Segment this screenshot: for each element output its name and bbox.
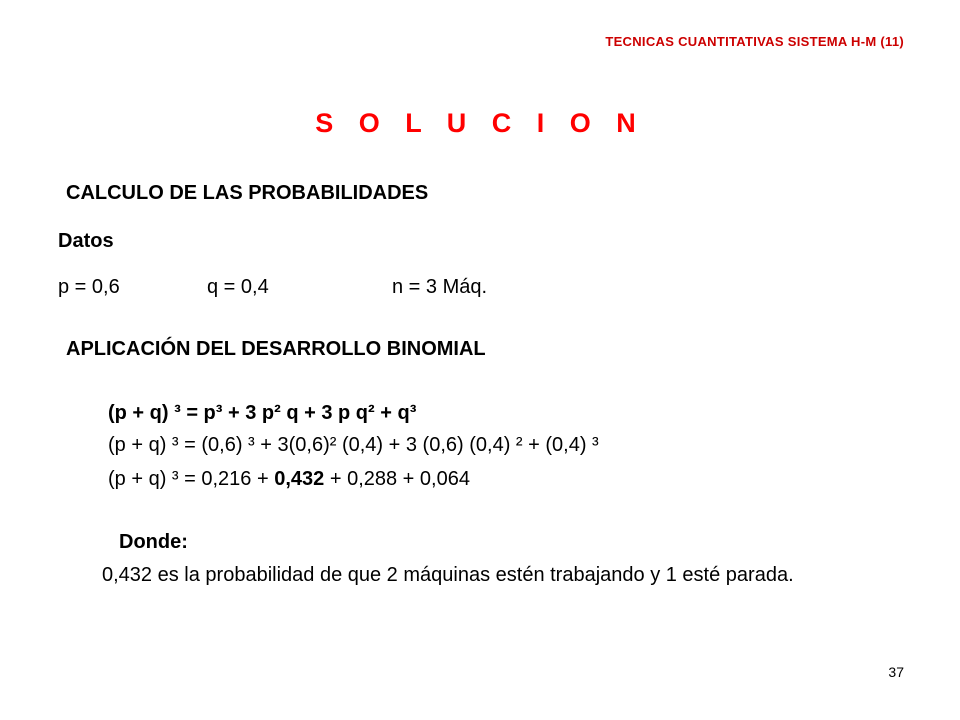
- equation-result: [108, 468, 470, 491]
- donde-label: Donde:: [119, 531, 188, 553]
- datos-q: q = 0,4: [207, 276, 269, 298]
- conclusion-description: es la probabilidad de que 2 máquinas estén trabajando y 1 esté parada.: [152, 564, 794, 586]
- conclusion-value: 0,432: [102, 564, 153, 586]
- equation-substituted: (p + q) ³ = (0,6) ³ + 3(0,6)² (0,4) + 3 (0,6) (0,4) ² + (0,4) ³: [108, 434, 599, 456]
- conclusion-text: [102, 564, 902, 586]
- datos-p: p = 0,6: [58, 276, 120, 298]
- datos-n: n = 3 Máq.: [392, 276, 488, 298]
- section-heading-probabilities: CALCULO DE LAS PROBABILIDADES: [66, 182, 429, 204]
- page-number: 37: [888, 664, 904, 680]
- equation-result-highlight: 0,432: [274, 468, 325, 490]
- equation-result-suffix: + 0,288 + 0,064: [324, 468, 470, 490]
- section-heading-binomial: APLICACIÓN DEL DESARROLLO BINOMIAL: [66, 338, 486, 360]
- equation-general: (p + q) ³ = p³ + 3 p² q + 3 p q² + q³: [108, 402, 417, 424]
- slide-header: TECNICAS CUANTITATIVAS SISTEMA H-M (11): [605, 34, 904, 49]
- equation-result-prefix: (p + q) ³ = 0,216 +: [108, 468, 275, 490]
- slide-title: S O L U C I O N: [315, 108, 645, 138]
- datos-label: Datos: [58, 230, 114, 252]
